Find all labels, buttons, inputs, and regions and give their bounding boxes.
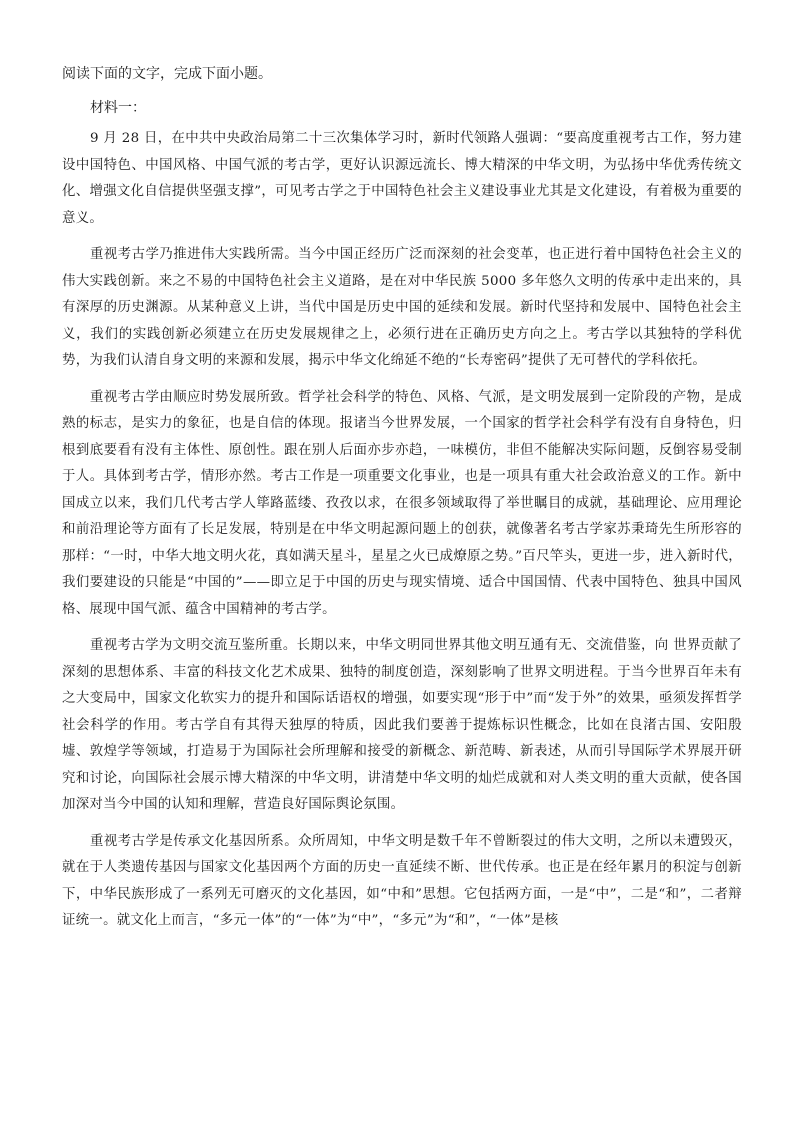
paragraph-2: 重视考古学乃推进伟大实践所需。当今中国正经历广泛而深刻的社会变革，也正进行着中国特色社会主义的伟大实践创新。来之不易的中国特色社会主义道路，是在对中华民族 5000 多年悠久文明的传承中走出来的，具有深厚的历史渊源。从某种意义上讲，当代中国是历史中国的延续和发展。新时代坚持和发展中、国特色社会主义，我们的实践创新必须建立在历史发展规律之上，必须行进在正确历史方向之上。考古学以其独特的学科优势，为我们认清自身文明的来源和发展，揭示中华文化绵延不绝的“长寿密码”提供了无可替代的学科依托。 (62, 247, 742, 368)
paragraph-4: 重视考古学为文明交流互鉴所重。长期以来，中华文明同世界其他文明互通有无、交流借鉴，向 世界贡献了深刻的思想体系、丰富的科技文化艺术成果、独特的制度创造，深刻影响了世界文明进程。于当今世界百年未有之大变局中，国家文化软实力的提升和国际话语权的增强，如要实现“形于中”而“发于外”的效果，亟须发挥哲学社会科学的作用。考古学自有其得天独厚的特质，因此我们要善于提炼标识性概念，比如在良渚古国、安阳殷墟、敦煌学等领域，打造易于为国际社会所理解和接受的新概念、新范畴、新表述，从而引导国际学术界展开研究和讨论，向国际社会展示博大精深的中华文明，讲清楚中华文明的灿烂成就和对人类文明的重大贡献，使各国加深对当今中国的认知和理解，营造良好国际舆论氛围。 (62, 638, 742, 812)
paragraph-3: 重视考古学由顺应时势发展所致。哲学社会科学的特色、风格、气派，是文明发展到一定阶段的产物，是成熟的标志，是实力的象征，也是自信的体现。报诸当今世界发展，一个国家的哲学社会科学有没有自身特色，归根到底要看有没有主体性、原创性。跟在别人后面亦步亦趋，一味模仿，非但不能解决实际问题，反倒容易受制于人。具体到考古学，情形亦然。考古工作是一项重要文化事业，也是一项具有重大社会政治意义的工作。新中国成立以来，我们几代考古学人筚路蓝缕、孜孜以求，在很多领域取得了举世瞩目的成就，基础理论、应用理论和前沿理论等方面有了长足发展，特别是在中华文明起源问题上的创获，就像著名考古学家苏秉琦先生所形容的那样：“一时，中华大地文明火花，真如满天星斗，星星之火已成燎原之势。”百尺竿头，更进一步，进入新时代，我们要建设的只能是“中国的”——即立足于中国的历史与现实情境、适合中国国情、代表中国特色、独具中国风格、展现中国气派、蕴含中国精神的考古学。 (62, 389, 742, 617)
paragraph-5: 重视考古学是传承文化基因所系。众所周知，中华文明是数千年不曾断裂过的伟大文明，之所以未遭毁灭，就在于人类遗传基因与国家文化基因两个方面的历史一直延续不断、世代传承。也正是在经年累月的积淀与创新下，中华民族形成了一系列无可磨灭的文化基因，如“中和”思想。它包括两方面，一是“中”，二是“和”，二者辩证统一。就文化上而言，“多元一体”的“一体”为“中”，“多元”为“和”，“一体”是核 (62, 833, 742, 928)
material-label: 材料一： (90, 100, 146, 116)
question-instruction: 阅读下面的文字，完成下面小题。 (62, 66, 272, 82)
paragraph-1: 9 月 28 日，在中共中央政治局第二十三次集体学习时，新时代领路人强调：“要高度重视考古工作，努力建设中国特色、中国风格、中国气派的考古学，更好认识源远流长、博大精深的中华文明，为弘扬中华优秀传统文化、增强文化自信提供坚强支撑”，可见考古学之于中国特色社会主义建设事业尤其是文化建设，有着极为重要的意义。 (62, 131, 742, 226)
document-page (62, 60, 742, 945)
